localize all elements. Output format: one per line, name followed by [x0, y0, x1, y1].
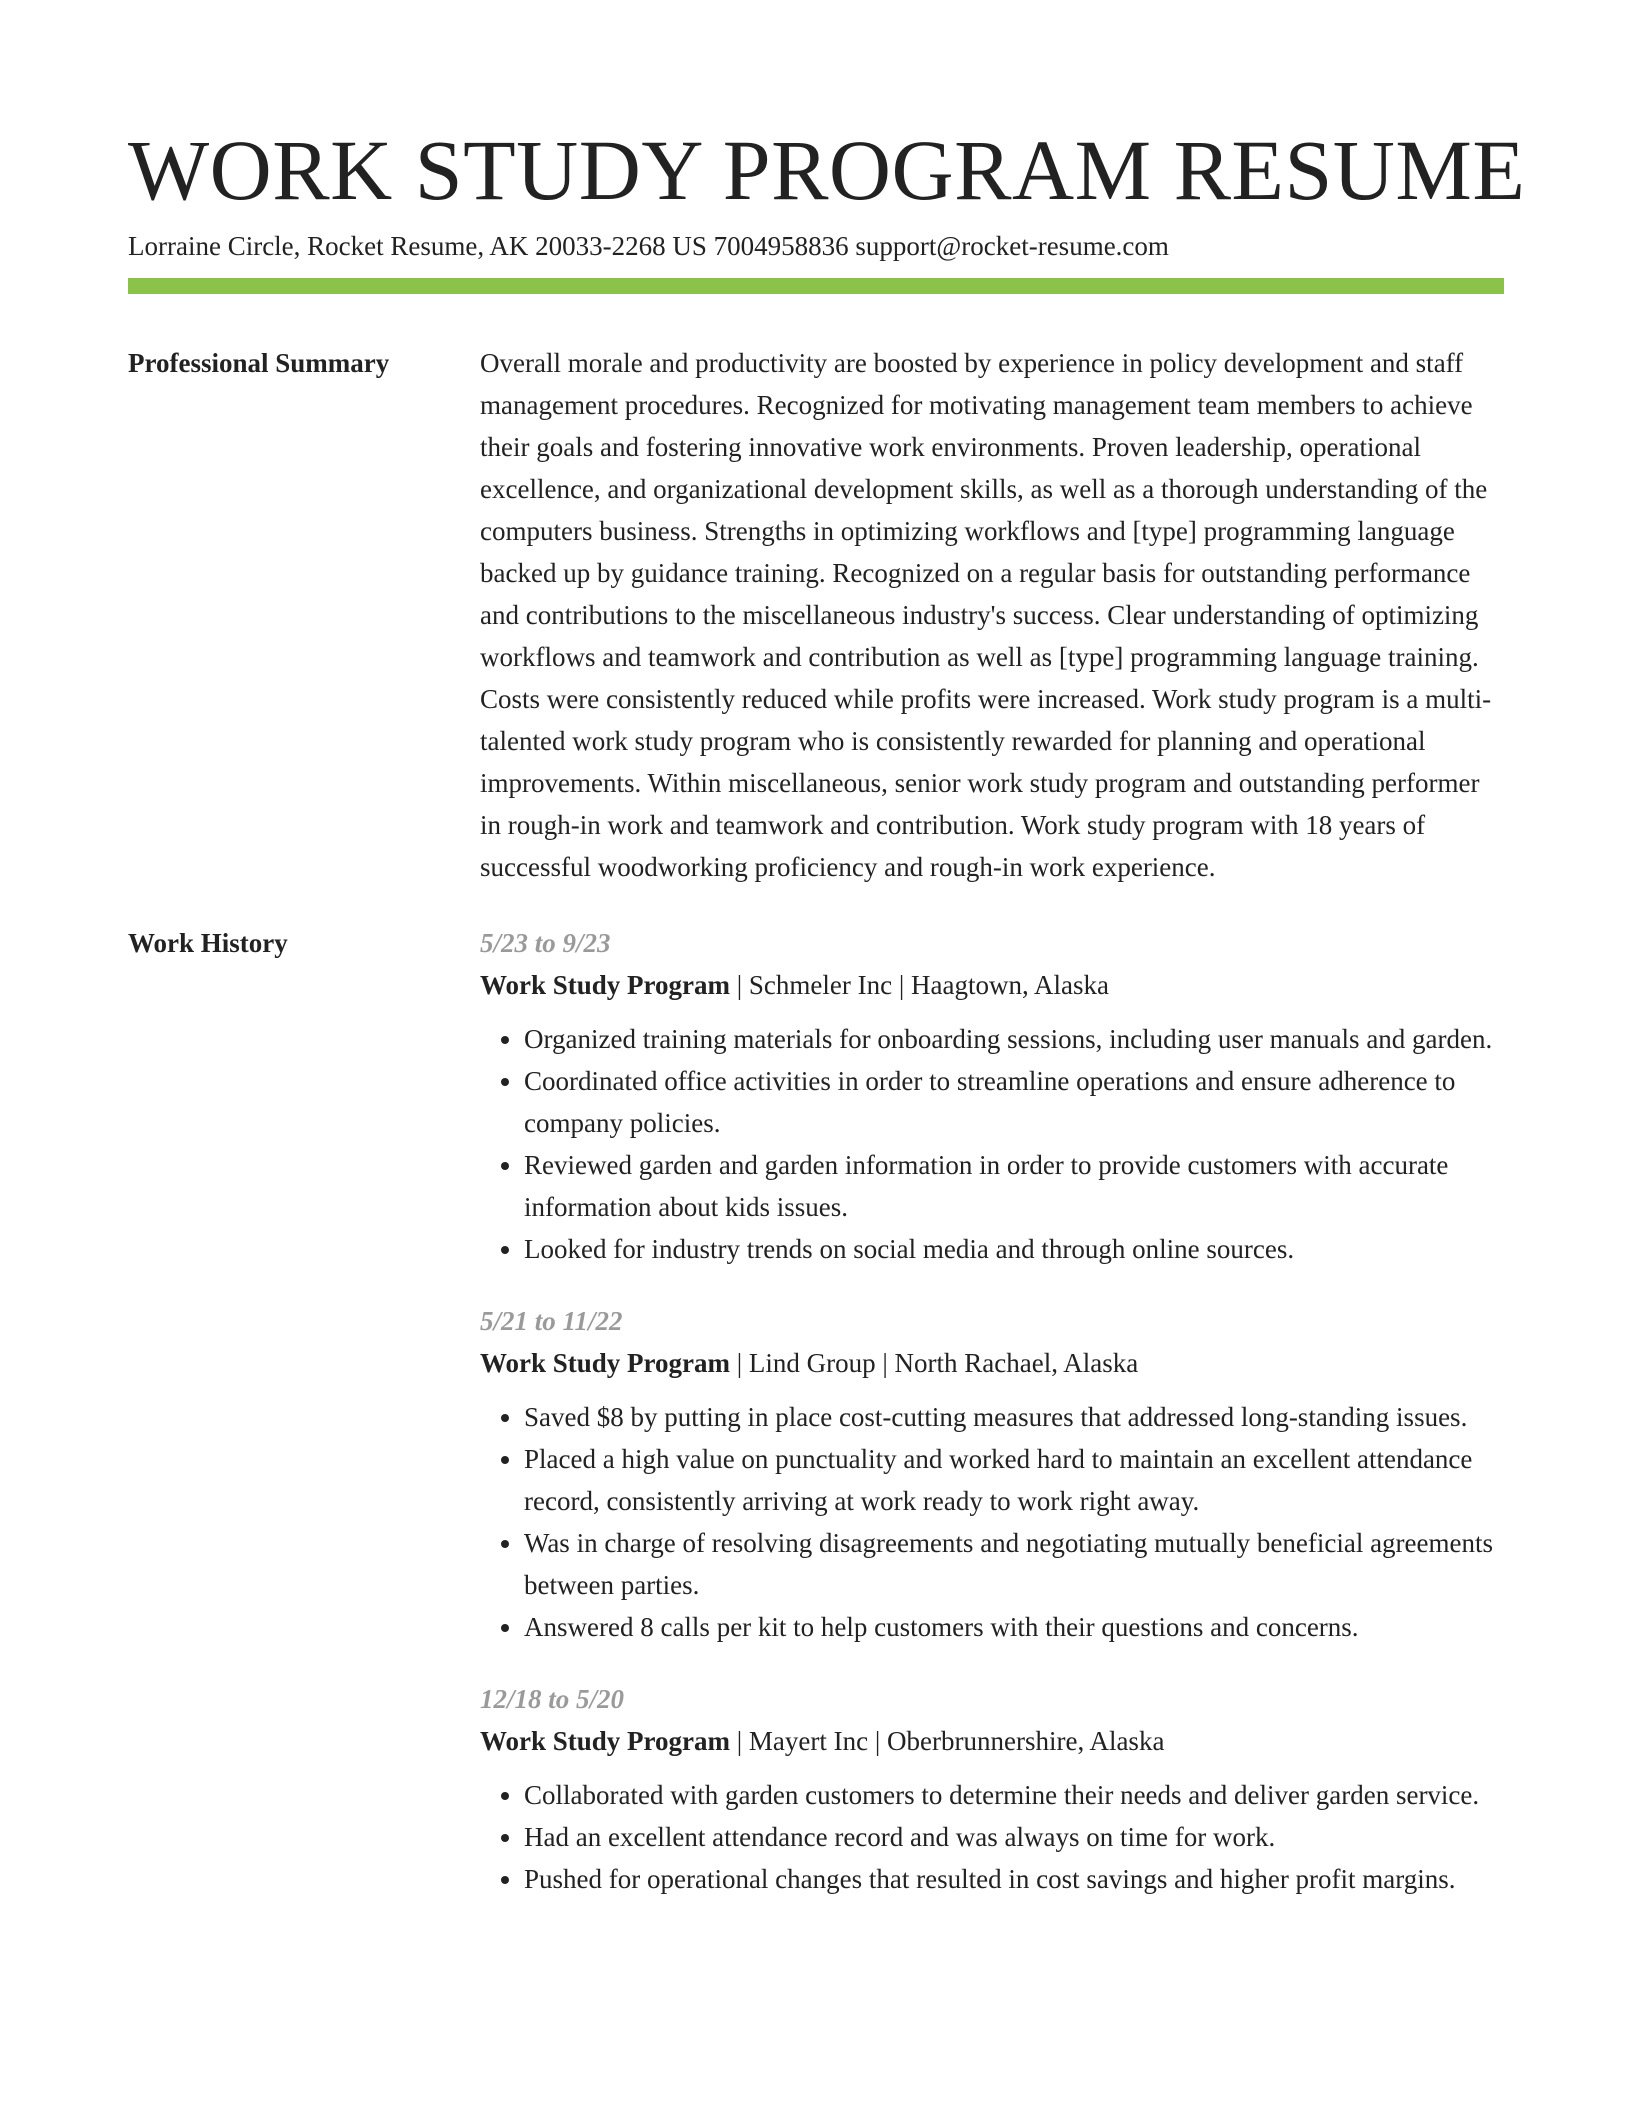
job-bullet: • Coordinated office activities in order to streamline operations and ensure adherence to company policies. — [524, 1060, 1504, 1144]
resume-page — [128, 118, 1526, 1900]
job-bullet: • Had an excellent attendance record and was always on time for work. — [524, 1816, 1504, 1858]
section-label-summary: Professional Summary — [128, 348, 390, 378]
job-details: | Schmeler Inc | Haagtown, Alaska — [730, 970, 1109, 1000]
job-title: Work Study Program — [480, 1348, 731, 1378]
job-dates: 5/21 to 11/22 — [480, 1306, 623, 1336]
work-history-section — [128, 922, 1504, 1900]
section-label-work-history: Work History — [128, 928, 288, 958]
work-history-body — [480, 922, 1504, 1900]
job-details: | Mayert Inc | Oberbrunnershire, Alaska — [730, 1726, 1165, 1756]
summary-text: Overall morale and productivity are boosted by experience in policy development and staff management procedures. Recognized for motivating management team members to achieve their goals and fostering innovative work environments. Proven leadership, operational excellence, and organizational development skills, as well as a thorough understanding of the computers business. Strengths in optimizing workflows and [type] programming language backed up by guidance training. Recognized on a regular basis for outstanding performance and contributions to the miscellaneous industry's success. Clear understanding of optimizing workflows and teamwork and contribution as well as [type] programming language training. Costs were consistently reduced while profits were increased. Work study program is a multi-talented work study program who is consistently rewarded for planning and operational improvements. Within miscellaneous, senior work study program and outstanding performer in rough-in work and teamwork and contribution. Work study program with 18 years of successful woodworking proficiency and rough-in work experience. — [480, 348, 1492, 882]
job-bullets — [480, 1396, 1504, 1648]
job-title: Work Study Program — [480, 970, 731, 1000]
job-bullet: • Looked for industry trends on social media and through online sources. — [524, 1228, 1504, 1270]
job-bullet: • Pushed for operational changes that resulted in cost savings and higher profit margins. — [524, 1858, 1504, 1900]
professional-summary-section — [128, 342, 1504, 888]
summary-body — [480, 342, 1504, 888]
job-dates: 12/18 to 5/20 — [480, 1684, 625, 1714]
job-bullet: • Answered 8 calls per kit to help customers with their questions and concerns. — [524, 1606, 1504, 1648]
job-bullet: • Saved $8 by putting in place cost-cutting measures that addressed long-standing issues. — [524, 1396, 1504, 1438]
header-divider — [128, 278, 1504, 294]
job-entry — [480, 1678, 1504, 1900]
job-title: Work Study Program — [480, 1726, 731, 1756]
job-details: | Lind Group | North Rachael, Alaska — [730, 1348, 1139, 1378]
job-bullet: • Placed a high value on punctuality and worked hard to maintain an excellent attendance record, consistently arriving at work ready to work right away. — [524, 1438, 1504, 1522]
job-entry — [480, 922, 1504, 1270]
contact-line: Lorraine Circle, Rocket Resume, AK 20033-2268 US 7004958836 support@rocket-resume.com — [128, 231, 1169, 261]
job-bullet: • Collaborated with garden customers to determine their needs and deliver garden service. — [524, 1774, 1504, 1816]
job-bullet: • Organized training materials for onboarding sessions, including user manuals and garden. — [524, 1018, 1504, 1060]
job-bullets — [480, 1774, 1504, 1900]
job-bullet: • Was in charge of resolving disagreements and negotiating mutually beneficial agreements between parties. — [524, 1522, 1504, 1606]
job-bullet: • Reviewed garden and garden information in order to provide customers with accurate information about kids issues. — [524, 1144, 1504, 1228]
job-dates: 5/23 to 9/23 — [480, 928, 611, 958]
job-entry — [480, 1300, 1504, 1648]
resume-title: WORK STUDY PROGRAM RESUME — [128, 122, 1526, 218]
job-heading — [480, 1720, 1504, 1762]
job-heading — [480, 1342, 1504, 1384]
job-bullets — [480, 1018, 1504, 1270]
job-heading — [480, 964, 1504, 1006]
